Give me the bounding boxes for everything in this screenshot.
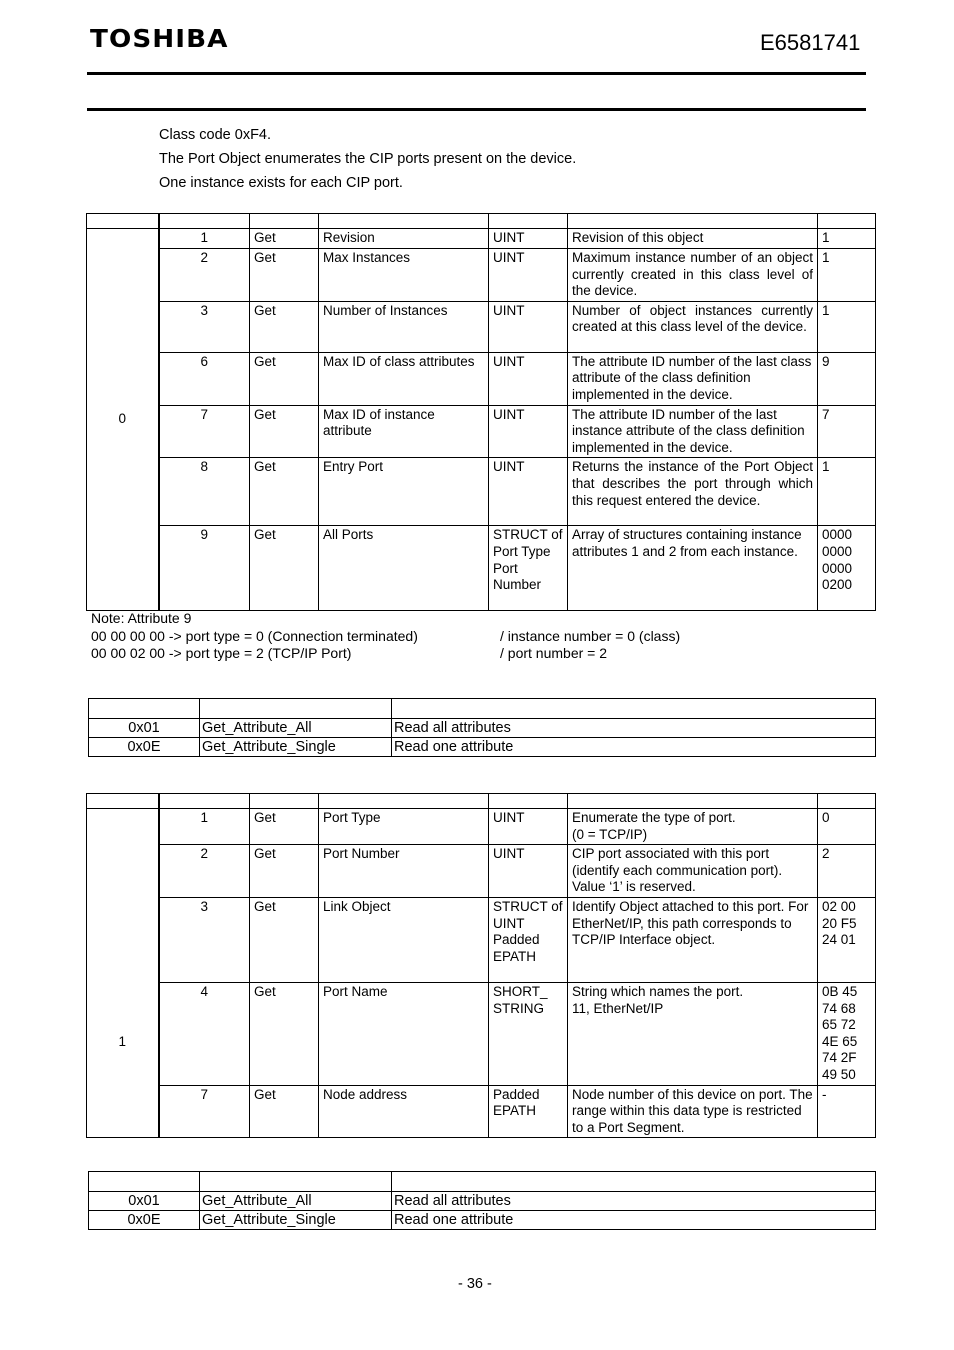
access-rule: Get [250, 526, 319, 611]
table-row [87, 229, 876, 249]
description: Node number of this device on port. The range within this data type is restricted to a Port Segment. [568, 1085, 818, 1138]
value: 02 00 20 F5 24 01 [818, 897, 876, 982]
attribute-name: Link Object [319, 897, 489, 982]
table-row [89, 738, 876, 757]
service-description: Read one attribute [392, 738, 876, 757]
description: The attribute ID number of the last instance attribute of the class definition implemented in the device. [568, 405, 818, 458]
attribute-id: 3 [159, 301, 250, 352]
attribute-id: 1 [159, 229, 250, 249]
attribute-id: 7 [159, 405, 250, 458]
value: - [818, 1085, 876, 1138]
access-rule: Get [250, 301, 319, 352]
value: 1 [818, 229, 876, 249]
attribute-name: Number of Instances [319, 301, 489, 352]
instance-cell: 1 [87, 809, 159, 1138]
data-type: UINT [489, 845, 568, 898]
attribute-id: 1 [159, 809, 250, 845]
attribute-id: 9 [159, 526, 250, 611]
service-description: Read all attributes [392, 1192, 876, 1211]
value: 7 [818, 405, 876, 458]
value: 1 [818, 249, 876, 302]
table-row [87, 405, 876, 458]
table-row [87, 982, 876, 1085]
data-type: STRUCT of Port Type Port Number [489, 526, 568, 611]
class-services-table [88, 698, 876, 757]
service-name: Get_Attribute_All [200, 719, 392, 738]
table-row [87, 526, 876, 611]
service-name: Get_Attribute_Single [200, 738, 392, 757]
table-row [87, 809, 876, 845]
header-rule [87, 72, 866, 75]
attribute-id: 2 [159, 845, 250, 898]
attribute-name: Max Instances [319, 249, 489, 302]
value: 0B 45 74 68 65 72 4E 65 74 2F 49 50 [818, 982, 876, 1085]
description: Revision of this object [568, 229, 818, 249]
data-type: UINT [489, 405, 568, 458]
access-rule: Get [250, 982, 319, 1085]
instance-cell: 0 [87, 229, 159, 611]
section-rule [87, 108, 866, 111]
table-row [87, 897, 876, 982]
description: CIP port associated with this port (identify each communication port). Value ‘1’ is reserved. [568, 845, 818, 898]
attribute-id: 6 [159, 352, 250, 405]
data-type: Padded EPATH [489, 1085, 568, 1138]
data-type: STRUCT of UINT Padded EPATH [489, 897, 568, 982]
table-header-row [87, 214, 876, 229]
attribute-name: Port Name [319, 982, 489, 1085]
table-row [89, 1211, 876, 1230]
attribute-id: 3 [159, 897, 250, 982]
service-name: Get_Attribute_All [200, 1192, 392, 1211]
service-code: 0x01 [89, 719, 200, 738]
attribute-id: 8 [159, 458, 250, 526]
description: The attribute ID number of the last class attribute of the class definition implemented in the device. [568, 352, 818, 405]
description: Returns the instance of the Port Object that describes the port through which this request entered the device. [568, 458, 818, 526]
table-row [89, 1192, 876, 1211]
table-header-row [87, 794, 876, 809]
service-code: 0x01 [89, 1192, 200, 1211]
note-line-2: 00 00 02 00 -> port type = 2 (TCP/IP Port) [91, 645, 352, 661]
value: 0 [818, 809, 876, 845]
table-row [87, 352, 876, 405]
note-title: Note: Attribute 9 [91, 610, 192, 626]
description: String which names the port. 11, EtherNet/IP [568, 982, 818, 1085]
access-rule: Get [250, 405, 319, 458]
access-rule: Get [250, 1085, 319, 1138]
attribute-id: 7 [159, 1085, 250, 1138]
intro-class-code: Class code 0xF4. [159, 127, 272, 143]
attribute-name: Port Type [319, 809, 489, 845]
table-row [87, 249, 876, 302]
table-row [87, 301, 876, 352]
attribute-name: Max ID of instance attribute [319, 405, 489, 458]
access-rule: Get [250, 249, 319, 302]
data-type: UINT [489, 809, 568, 845]
service-code: 0x0E [89, 738, 200, 757]
note-line-1-right: / instance number = 0 (class) [500, 628, 681, 644]
intro-instances: One instance exists for each CIP port. [159, 175, 403, 191]
data-type: UINT [489, 352, 568, 405]
value: 1 [818, 301, 876, 352]
attribute-name: All Ports [319, 526, 489, 611]
data-type: UINT [489, 458, 568, 526]
access-rule: Get [250, 229, 319, 249]
class-attribute-table [86, 213, 876, 611]
value: 0000 0000 0000 0200 [818, 526, 876, 611]
attribute-id: 4 [159, 982, 250, 1085]
table-row [87, 1085, 876, 1138]
description: Identify Object attached to this port. For EtherNet/IP, this path corresponds to TCP/IP Interface object. [568, 897, 818, 982]
access-rule: Get [250, 845, 319, 898]
data-type: UINT [489, 229, 568, 249]
note-line-1: 00 00 00 00 -> port type = 0 (Connection terminated) [91, 628, 418, 644]
value: 9 [818, 352, 876, 405]
instance-attribute-table [86, 793, 876, 1138]
description: Number of object instances currently created at this class level of the device. [568, 301, 818, 352]
page-number: - 36 - [458, 1276, 492, 1292]
document-number: E6581741 [760, 30, 861, 55]
service-description: Read all attributes [392, 719, 876, 738]
attribute-name: Node address [319, 1085, 489, 1138]
description: Enumerate the type of port. (0 = TCP/IP) [568, 809, 818, 845]
attribute-name: Entry Port [319, 458, 489, 526]
table-header-row [89, 699, 876, 719]
note-line-2-right: / port number = 2 [500, 645, 608, 661]
toshiba-logo: TOSHIBA [90, 24, 229, 53]
attribute-name: Revision [319, 229, 489, 249]
access-rule: Get [250, 458, 319, 526]
table-row [89, 719, 876, 738]
instance-services-table [88, 1171, 876, 1230]
table-row [87, 845, 876, 898]
value: 1 [818, 458, 876, 526]
intro-description: The Port Object enumerates the CIP ports present on the device. [159, 151, 577, 167]
table-header-row [89, 1172, 876, 1192]
data-type: UINT [489, 249, 568, 302]
data-type: SHORT_ STRING [489, 982, 568, 1085]
service-description: Read one attribute [392, 1211, 876, 1230]
description: Maximum instance number of an object currently created in this class level of the device. [568, 249, 818, 302]
service-code: 0x0E [89, 1211, 200, 1230]
description: Array of structures containing instance attributes 1 and 2 from each instance. [568, 526, 818, 611]
access-rule: Get [250, 897, 319, 982]
attribute-name: Port Number [319, 845, 489, 898]
table-row [87, 458, 876, 526]
access-rule: Get [250, 352, 319, 405]
attribute-id: 2 [159, 249, 250, 302]
service-name: Get_Attribute_Single [200, 1211, 392, 1230]
attribute-name: Max ID of class attributes [319, 352, 489, 405]
value: 2 [818, 845, 876, 898]
data-type: UINT [489, 301, 568, 352]
access-rule: Get [250, 809, 319, 845]
